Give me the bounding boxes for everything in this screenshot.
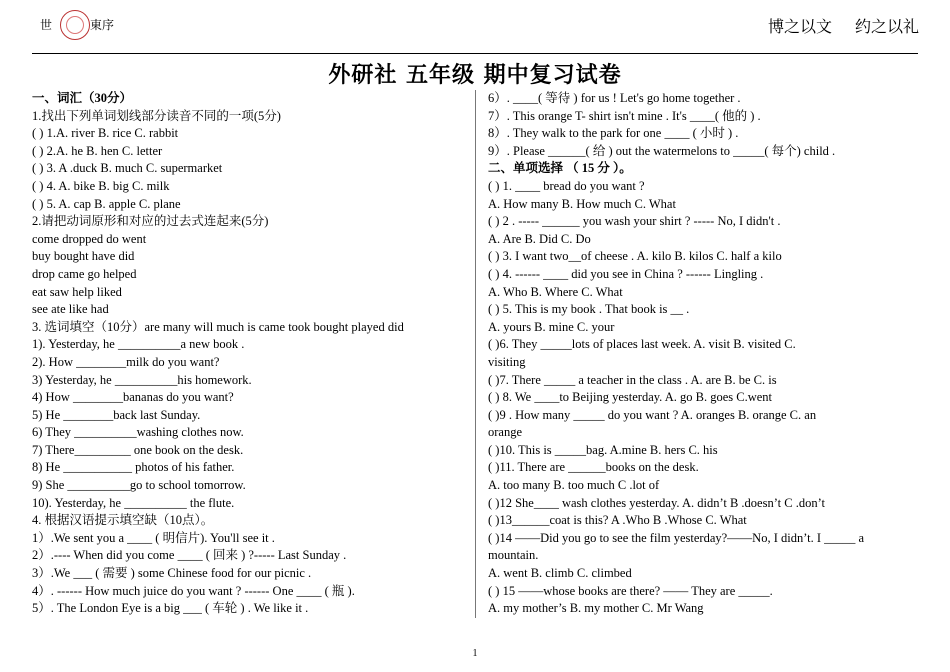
left-line: ( ) 3. A .duck B. much C. supermarket [32, 161, 223, 176]
right-line: ( ) 5. This is my book . That book is __ . [488, 302, 690, 317]
left-line: 1). Yesterday, he __________a new book . [32, 337, 245, 352]
right-line: 8）. They walk to the park for one ____ ( 小时 ) . [488, 126, 739, 141]
right-line: ( ) 3. I want two__of cheese . A. kilo B. kilos C. half a kilo [488, 249, 782, 264]
right-line: ( )13______coat is this? A .Who B .Whose C. What [488, 513, 747, 528]
right-line: orange [488, 425, 523, 440]
left-line: come dropped do went [32, 231, 147, 246]
right-line: ( )6. They _____lots of places last week. A. visit B. visited C. [488, 337, 796, 352]
page-number: 1 [472, 648, 478, 659]
page-title: 外研社 五年级 期中复习试卷 [328, 63, 622, 88]
left-line: 一、词汇（30分） [32, 91, 133, 105]
right-line: ( )10. This is _____bag. A.mine B. hers C. his [488, 442, 718, 457]
logo-text-left: 世 [40, 18, 53, 32]
left-line: ( ) 4. A. bike B. big C. milk [32, 178, 170, 193]
right-line: ( )7. There _____ a teacher in the class . A. are B. be C. is [488, 372, 777, 387]
left-line: 2.请把动词原形和对应的过去式连起来(5分) [32, 214, 269, 229]
left-line: eat saw help liked [32, 284, 122, 299]
left-line: 3. 选词填空（10分）are many will much is came took bought played did [32, 319, 404, 334]
right-line: ( ) 1. ____ bread do you want ? [488, 178, 645, 193]
right-column [488, 90, 918, 618]
left-line: 4) How ________bananas do you want? [32, 390, 234, 405]
right-line: A. my mother’s B. my mother C. Mr Wang [488, 601, 704, 616]
right-line: visiting [488, 354, 526, 369]
left-line: ( ) 5. A. cap B. apple C. plane [32, 196, 181, 211]
right-line: 9）. Please ______( 给 ) out the watermelons to _____( 每个) child . [488, 143, 836, 158]
right-line: 二、单项选择 （ 15 分 ）。 [488, 161, 632, 176]
right-line: ( )14 ——Did you go to see the film yesterday?——No, I didn’t. I _____ a [488, 530, 865, 545]
right-line: ( )12 She____ wash clothes yesterday. A. didn’t B .doesn’t C .don’t [488, 495, 826, 510]
left-line: 7) There_________ one book on the desk. [32, 442, 244, 457]
school-logo [40, 10, 120, 38]
right-line: A. yours B. mine C. your [488, 319, 615, 334]
logo-text-right: 東序 [90, 18, 115, 32]
right-line: A. Who B. Where C. What [488, 284, 623, 299]
left-line: 4）. ------ How much juice do you want ? ------ One ____ ( 瓶 ). [32, 583, 355, 598]
seal-icon [60, 10, 90, 40]
left-line: 5) He ________back last Sunday. [32, 407, 201, 422]
left-line: drop came go helped [32, 266, 137, 281]
motto-1: 博之以文 [768, 17, 833, 36]
header-rule [32, 53, 918, 54]
left-line: 1）.We sent you a ____ ( 明信片). You'll see it . [32, 530, 275, 545]
left-line: ( ) 2.A. he B. hen C. letter [32, 143, 163, 158]
left-line: 9) She __________go to school tomorrow. [32, 478, 246, 493]
left-line: 3）.We ___ ( 需要 ) some Chinese food for our picnic . [32, 566, 312, 581]
right-line: A. Are B. Did C. Do [488, 231, 591, 246]
right-line: mountain. [488, 548, 539, 563]
left-line: 6) They __________washing clothes now. [32, 425, 244, 440]
right-line: A. How many B. How much C. What [488, 196, 676, 211]
left-line: 4. 根据汉语提示填空缺（10点）。 [32, 513, 214, 528]
right-line: ( )11. There are ______books on the desk. [488, 460, 699, 475]
left-line: 1.找出下列单词划线部分读音不同的一项(5分) [32, 108, 281, 123]
right-line: ( ) 2 . ----- ______ you wash your shirt ? ----- No, I didn't . [488, 214, 781, 229]
right-line: 6）. ____( 等待 ) for us ! Let's go home together . [488, 91, 741, 105]
left-line: see ate like had [32, 302, 109, 317]
right-line: A. went B. climb C. climbed [488, 566, 632, 581]
left-line: 2). How ________milk do you want? [32, 354, 220, 369]
right-line: ( ) 8. We ____to Beijing yesterday. A. go B. goes C.went [488, 390, 773, 405]
left-line: ( ) 1.A. river B. rice C. rabbit [32, 126, 179, 141]
left-line: 10). Yesterday, he __________ the flute. [32, 495, 235, 510]
left-line: buy bought have did [32, 249, 135, 264]
left-line: 3) Yesterday, he __________his homework. [32, 372, 252, 387]
left-line: 2）.---- When did you come ____ ( 回来 ) ?----- Last Sunday . [32, 548, 347, 563]
right-line: A. too many B. too much C .lot of [488, 478, 660, 493]
left-column [32, 90, 472, 618]
right-line: ( ) 4. ------ ____ did you see in China ? ------ Lingling . [488, 266, 764, 281]
right-line: 7）. This orange T- shirt isn't mine . It's ____( 他的 ) . [488, 108, 761, 123]
motto-2: 约之以礼 [855, 17, 920, 36]
column-divider [475, 90, 476, 618]
right-line: ( )9 . How many _____ do you want ? A. oranges B. orange C. an [488, 407, 817, 422]
right-line: ( ) 15 ——whose books are there? —— They are _____. [488, 583, 773, 598]
left-line: 5）. The London Eye is a big ___ ( 车轮 ) . We like it . [32, 601, 309, 616]
left-line: 8) He ___________ photos of his father. [32, 460, 235, 475]
